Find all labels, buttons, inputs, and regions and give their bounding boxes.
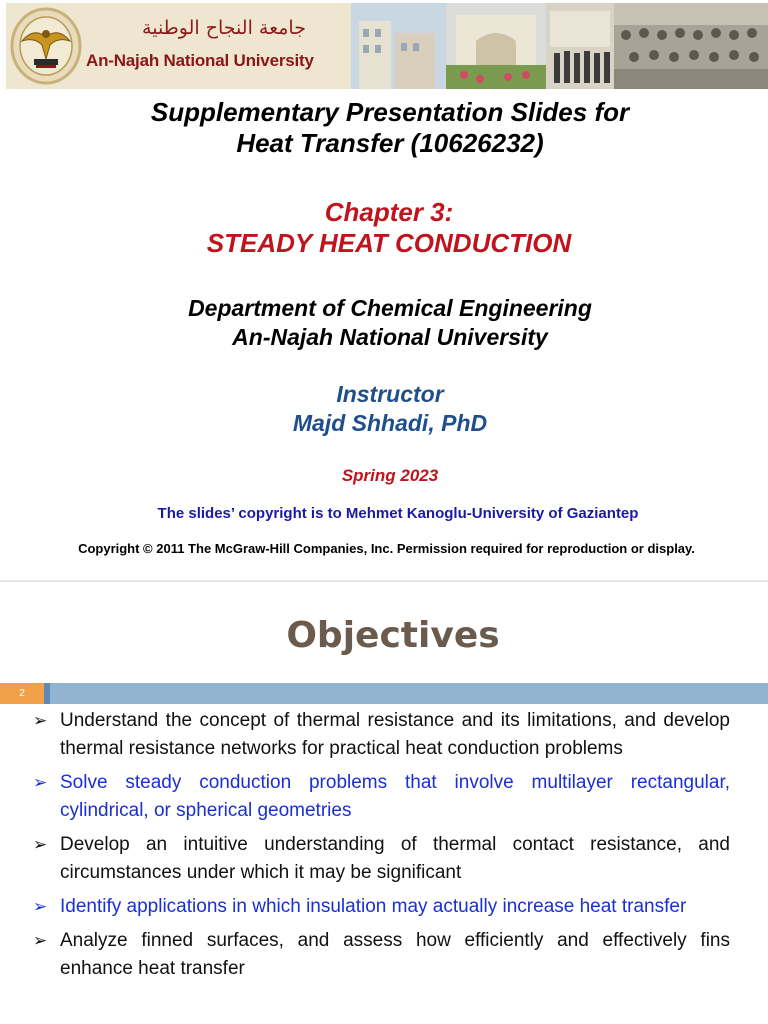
objective-text: Analyze finned surfaces, and assess how efficiently and effectively fins enhance heat transfer <box>60 930 730 979</box>
objective-item <box>33 831 730 887</box>
semester-label: Spring 2023 <box>341 466 439 485</box>
slide-header-bar <box>44 683 768 704</box>
title-line-2: Heat Transfer (10626232) <box>236 128 544 158</box>
chapter-heading <box>0 197 768 259</box>
objective-text: Understand the concept of thermal resistance and its limitations, and develop thermal resistance networks for practical heat conduction problems <box>60 710 730 759</box>
arrow-bullet-icon: ➢ <box>33 773 48 792</box>
department-name: Department of Chemical Engineering <box>188 295 592 321</box>
university-seal-icon <box>10 7 82 85</box>
campus-photo-2 <box>446 3 546 89</box>
university-banner <box>6 3 768 89</box>
objective-text: Solve steady conduction problems that involve multilayer rectangular, cylindrical, or spherical geometries <box>60 772 730 821</box>
instructor-label: Instructor <box>336 381 444 407</box>
objectives-slide <box>0 582 768 1024</box>
objective-text: Identify applications in which insulation may actually increase heat transfer <box>60 896 687 917</box>
objectives-list <box>33 707 730 989</box>
arrow-bullet-icon: ➢ <box>33 835 48 854</box>
header-bar-accent <box>44 683 50 704</box>
objective-item <box>33 707 730 763</box>
objective-item <box>33 893 730 921</box>
chapter-title: STEADY HEAT CONDUCTION <box>206 228 572 258</box>
chapter-number: Chapter 3: <box>324 197 454 227</box>
objectives-title: Objectives <box>286 615 500 656</box>
title-line-1: Supplementary Presentation Slides for <box>150 97 630 127</box>
campus-photo-1 <box>351 3 446 89</box>
campus-photo-3 <box>546 3 614 89</box>
slide-number-badge: 2 <box>0 683 44 704</box>
presentation-title <box>0 97 768 159</box>
university-name-arabic: جامعة النجاح الوطنية <box>142 17 306 39</box>
department-block <box>0 294 768 352</box>
university-logo-block <box>6 3 351 89</box>
university-name-english: An-Najah National University <box>86 51 314 70</box>
university-name: An-Najah National University <box>232 324 548 350</box>
slides-copyright-note: The slides’ copyright is to Mehmet Kanoglu-University of Gaziantep <box>157 505 639 522</box>
arrow-bullet-icon: ➢ <box>33 711 48 730</box>
historical-group-photo <box>614 3 768 89</box>
objective-item <box>33 927 730 983</box>
objective-item <box>33 769 730 825</box>
arrow-bullet-icon: ➢ <box>33 897 48 916</box>
instructor-name: Majd Shhadi, PhD <box>292 410 488 436</box>
arrow-bullet-icon: ➢ <box>33 931 48 950</box>
publisher-copyright-note: Copyright © 2011 The McGraw-Hill Companies, Inc. Permission required for reproduction or display. <box>78 541 695 556</box>
instructor-block <box>0 380 768 438</box>
objective-text: Develop an intuitive understanding of thermal contact resistance, and circumstances under which it may be significant <box>60 834 730 883</box>
